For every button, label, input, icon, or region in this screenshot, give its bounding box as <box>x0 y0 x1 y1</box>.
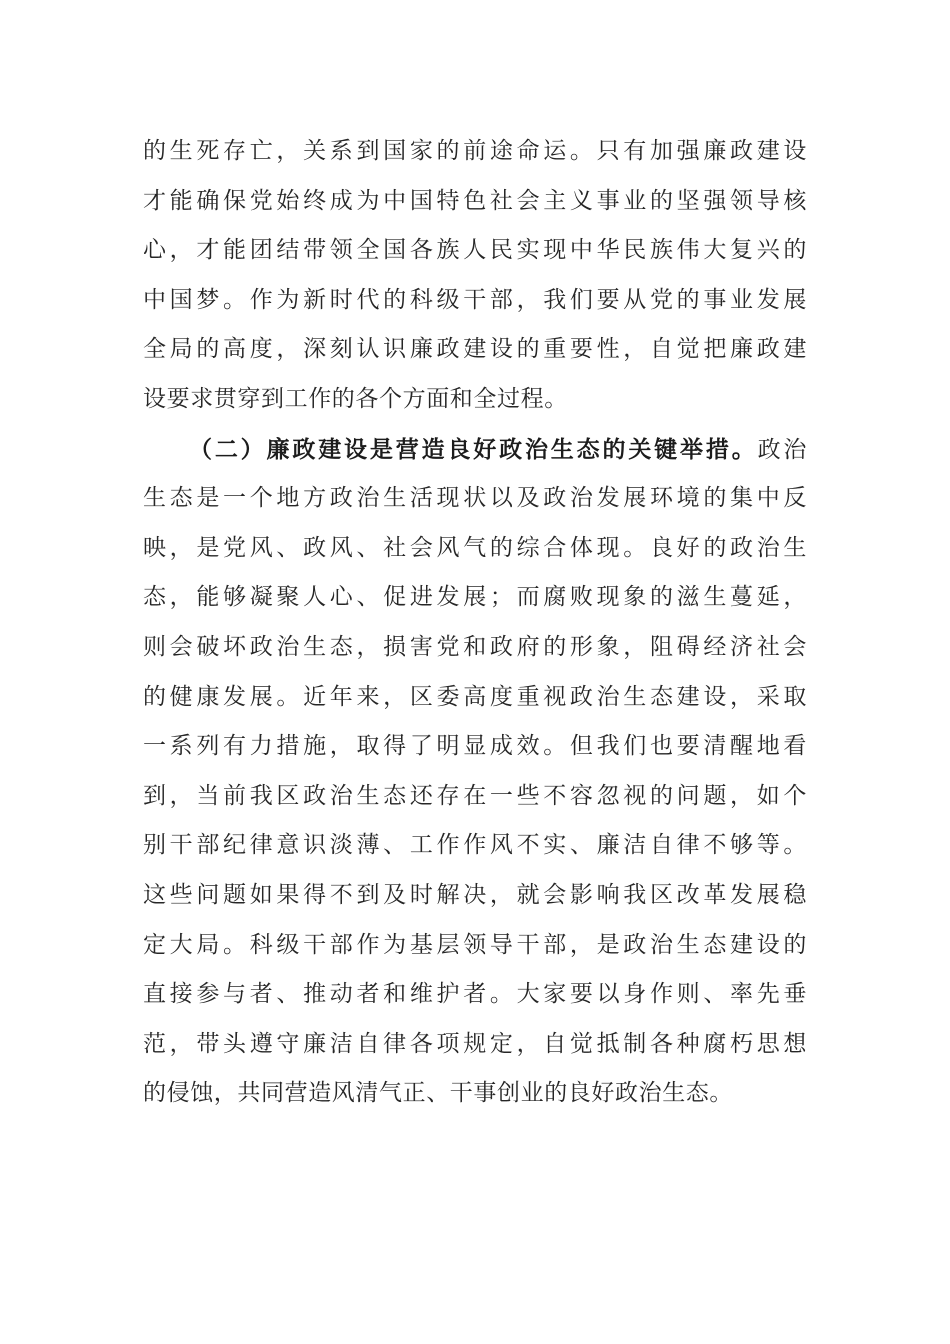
paragraph1-line: 中国梦。作为新时代的科级干部，我们要从党的事业发展 <box>143 286 807 313</box>
paragraph2-line: 态，能够凝聚人心、促进发展；而腐败现象的滋生蔓延， <box>143 584 807 611</box>
paragraph2-line: 映，是党风、政风、社会风气的综合体现。良好的政治生 <box>143 534 807 561</box>
paragraph1-line: 的生死存亡，关系到国家的前途命运。只有加强廉政建设 <box>143 138 807 164</box>
paragraph2-line: 别干部纪律意识淡薄、工作作风不实、廉洁自律不够等。 <box>143 832 807 859</box>
section-heading: （二）廉政建设是营造良好政治生态的关键举措。 <box>189 435 758 463</box>
paragraph2-line: 这些问题如果得不到及时解决，就会影响我区改革发展稳 <box>143 881 807 908</box>
paragraph2-line: 的侵蚀，共同营造风清气正、干事创业的良好政治生态。 <box>143 1080 733 1107</box>
paragraph2-line: 的健康发展。近年来，区委高度重视政治生态建设，采取 <box>143 683 807 710</box>
paragraph2-line: 直接参与者、推动者和维护者。大家要以身作则、率先垂 <box>143 981 807 1008</box>
paragraph2-line: 一系列有力措施，取得了明显成效。但我们也要清醒地看 <box>143 733 807 760</box>
paragraph1-line: 心，才能团结带领全国各族人民实现中华民族伟大复兴的 <box>143 237 807 264</box>
paragraph1-line: 才能确保党始终成为中国特色社会主义事业的坚强领导核 <box>143 187 807 214</box>
paragraph2-line: 则会破坏政治生态，损害党和政府的形象，阻碍经济社会 <box>143 633 807 660</box>
paragraph2-line: 生态是一个地方政治生活现状以及政治发展环境的集中反 <box>143 485 807 512</box>
paragraph2-first-line-rest: 政治 <box>757 436 808 463</box>
paragraph2-first-line <box>143 425 807 475</box>
paragraph2-line: 范，带头遵守廉洁自律各项规定，自觉抵制各种腐朽思想 <box>143 1030 807 1057</box>
paragraph2-line: 到，当前我区政治生态还存在一些不容忽视的问题，如个 <box>143 782 807 809</box>
paragraph1-line: 全局的高度，深刻认识廉政建设的重要性，自觉把廉政建 <box>143 336 807 363</box>
paragraph2-line: 定大局。科级干部作为基层领导干部，是政治生态建设的 <box>143 931 807 958</box>
paragraph1-line: 设要求贯穿到工作的各个方面和全过程。 <box>143 385 568 412</box>
document-body <box>143 127 807 1119</box>
